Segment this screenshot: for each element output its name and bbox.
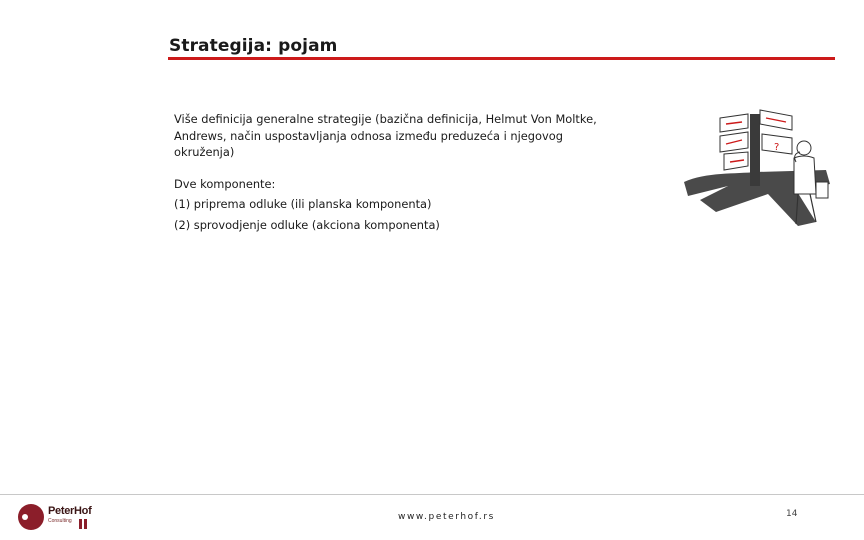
footer-divider [0,494,864,495]
company-logo [16,503,96,531]
svg-text:?: ? [774,142,780,153]
footer-website: www.peterhof.rs [398,512,495,522]
title-underline [168,57,835,60]
slide-content [174,111,614,237]
signpost-crossroads-man-icon [676,102,836,232]
page-number: 14 [786,509,798,519]
component-item: (2) sprovodjenje odluke (akciona komponenta) [174,217,440,232]
components-heading: Dve komponente: [174,176,276,191]
component-item: (1) priprema odluke (ili planska komponenta) [174,197,432,211]
slide-title: Strategija: pojam [169,36,338,56]
logo-tagline: Consulting [48,518,72,524]
logo-bars-icon [79,519,89,529]
definition-paragraph: Više definicija generalne strategije (bazična definicija, Helmut Von Moltke, Andrews, način uspostavljanja odnosa između preduzeća i njegovog okruženja) [174,112,597,159]
logo-mark-icon [16,503,46,531]
logo-name: PeterHof [48,505,92,517]
